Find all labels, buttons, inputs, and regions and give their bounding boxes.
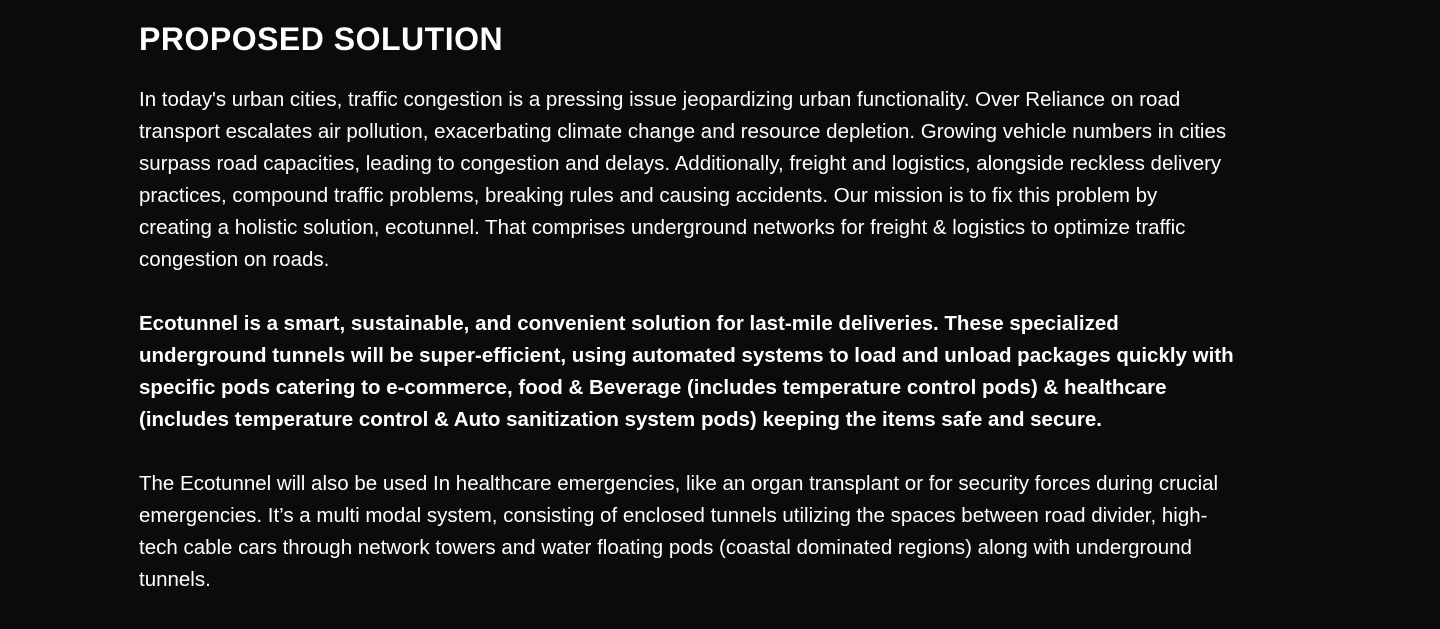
closing-paragraph: The Ecotunnel will also be used In healthcare emergencies, like an organ transplant or for security forces during crucial emergencies. It’s a multi modal system, consisting of enclosed tunnels utilizing the spaces between road divider, high-tech cable cars through network towers and water floating pods (coastal dominated regions) along with underground tunnels.	[139, 472, 1219, 591]
highlight-paragraph: Ecotunnel is a smart, sustainable, and convenient solution for last-mile deliveries. These specialized underground tunnels will be super-efficient, using automated systems to load and unload packages quickly with specific pods catering to e-commerce, food & Beverage (includes temperature control pods) & healthcare (includes temperature control & Auto sanitization system pods) keeping the items safe and secure.	[139, 312, 1234, 431]
proposed-solution-section	[139, 18, 1234, 596]
section-title: PROPOSED SOLUTION	[139, 21, 504, 57]
intro-paragraph: In today's urban cities, traffic congestion is a pressing issue jeopardizing urban functionality. Over Reliance on road transport escalates air pollution, exacerbating climate change and resource depletion. Growing vehicle numbers in cities surpass road capacities, leading to congestion and delays. Additionally, freight and logistics, alongside reckless delivery practices, compound traffic problems, breaking rules and causing accidents. Our mission is to fix this problem by creating a holistic solution, ecotunnel. That comprises underground networks for freight & logistics to optimize traffic congestion on roads.	[139, 88, 1227, 271]
